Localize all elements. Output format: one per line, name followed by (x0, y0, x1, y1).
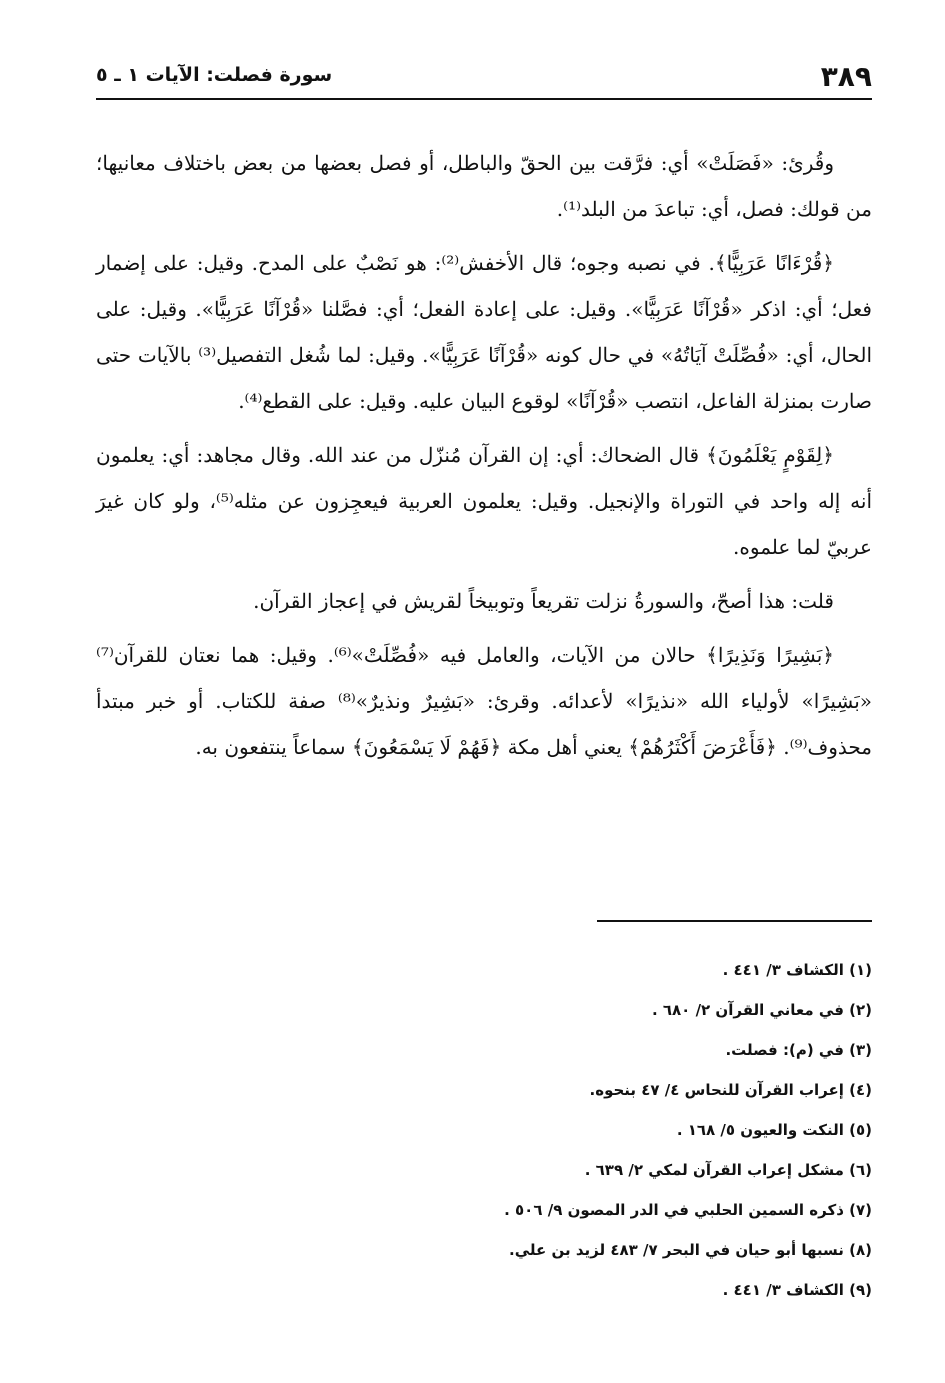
running-title: سورة فصلت: الآيات ١ ـ ٥ (96, 64, 333, 86)
footnote-separator (597, 920, 872, 922)
page-header (96, 58, 872, 100)
page-number: ٣٨٩ (820, 60, 872, 93)
footnote-item: (٤) إعراب القرآن للنحاس ٤/ ٤٧ بنحوه. (589, 1081, 872, 1099)
footnote-item: (١) الكشاف ٣/ ٤٤١ . (722, 961, 872, 979)
paragraph-bashiran-wa-nadhiran: ﴿بَشِيرًا وَنَذِيرًا﴾ حالان من الآيات، والعامل فيه «فُصِّلَتْ»⁽⁶⁾. وقيل: هما نعتان للقرآن⁽⁷⁾ «بَشِيرًا» لأولياء الله «نذيرًا» لأعدائه. وقرئ: «بَشِيرٌ ونذيرٌ»⁽⁸⁾ صفة للكتاب. أو خبر مبتدأ محذوف⁽⁹⁾. ﴿فَأَعْرَضَ أَكْثَرُهُمْ﴾ يعني أهل مكة ﴿فَهُمْ لَا يَسْمَعُونَ﴾ سماعاً ينتفعون به. (96, 643, 872, 759)
paragraph-quranan-arabiyyan: ﴿قُرْءَانًا عَرَبِيًّا﴾. في نصبه وجوه؛ قال الأخفش⁽²⁾: هو نَصْبٌ على المدح. وقيل: على إضمار فعل؛ أي: اذكر «قُرْآنًا عَرَبِيًّا». وقيل: على إعادة الفعل؛ أي: فصَّلنا «قُرْآنًا عَرَبِيًّا». وقيل: على الحال، أي: «فُصِّلَتْ آيَاتُهُ» في حال كونه «قُرْآنًا عَرَبِيًّا». وقيل: لما شُغل التفصيل⁽³⁾ بالآيات حتى صارت بمنزلة الفاعل، انتصب «قُرْآنًا» لوقوع البيان عليه. وقيل: على القطع⁽⁴⁾. (96, 251, 872, 413)
footnote-item: (٣) في (م): فصلت. (725, 1041, 872, 1059)
footnote-item: (٧) ذكره السمين الحلبي في الدر المصون ٩/ ٥٠٦ . (504, 1201, 872, 1219)
footnotes-list (172, 950, 872, 1310)
footnote-item: (٦) مشكل إعراب القرآن لمكي ٢/ ٦٣٩ . (584, 1161, 872, 1179)
paragraph-qultu: قلت: هذا أصحّ، والسورةُ نزلت تقريعاً وتوبيخاً لقريش في إعجاز القرآن. (253, 589, 834, 613)
paragraph-qira-fusilat: وقُرئ: «فَصَلَتْ» أي: فرَّقت بين الحقّ والباطل، أو فصل بعضها من بعض باختلاف معانيها؛ من قولك: فصل، أي: تباعدَ من البلد⁽¹⁾. (96, 151, 872, 221)
footnote-item: (٢) في معاني القرآن ٢/ ٦٨٠ . (651, 1001, 872, 1019)
paragraph-liqawmin-yalamun: ﴿لِقَوْمٍ يَعْلَمُونَ﴾ قال الضحاك: أي: إن القرآن مُنزّل من عند الله. وقال مجاهد: أي: يعلمون أنه إله واحد في التوراة والإنجيل. وقيل: يعلمون العربية فيعجِزون عن مثله⁽⁵⁾، ولو كان غيرَ عربيّ لما علموه. (96, 443, 873, 559)
footnote-item: (٨) نسبها أبو حيان في البحر ٧/ ٤٨٣ لزيد بن علي. (509, 1241, 872, 1259)
footnote-item: (٥) النكت والعيون ٥/ ١٦٨ . (676, 1121, 872, 1139)
footnote-item: (٩) الكشاف ٣/ ٤٤١ . (722, 1281, 872, 1299)
main-text (96, 140, 872, 778)
